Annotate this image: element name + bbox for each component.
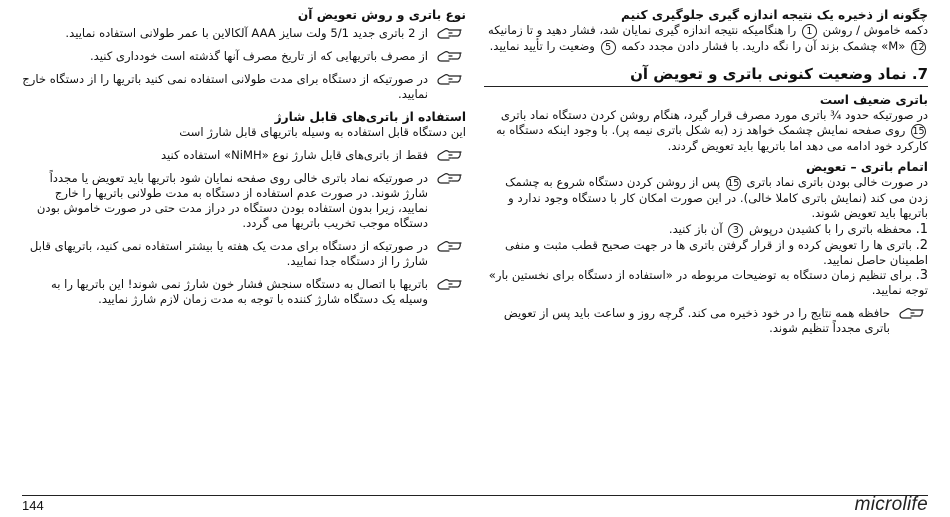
footer-divider [22, 495, 928, 496]
memory-note: حافظه همه نتایج را در خود ذخیره می کند. گرچه روز و ساعت باید پس از تعویض باتری مجدداً تنظیم شوند. [484, 306, 928, 336]
replacement-steps [484, 222, 928, 298]
pointing-hand-icon [436, 170, 462, 186]
save-title: چگونه از ذخیره یک نتیجه اندازه گیری جلوگیری کنیم [621, 8, 928, 22]
rechargeable-intro: این دستگاه قابل استفاده به وسیله باتریهای قابل شارژ است [179, 125, 466, 139]
page-number: 144 [22, 498, 44, 513]
left-column [22, 5, 466, 307]
confirm-circle-number: 5 [601, 40, 616, 55]
pointing-hand-icon [436, 25, 462, 41]
section-title: 7. نماد وضعیت کنونی باتری و تعویض آن [484, 67, 928, 87]
cover-circle-number: 3 [728, 223, 743, 238]
brand-logo: microlife [854, 494, 928, 515]
rechargeable-note: در صورتیکه نماد باتری خالی روی صفحه نمایان شود باتریها باید تعویض یا مجدداً شارژ شوند. در صورت عدم استفاده از دستگاه به مدت طولانی باتریها را خارج نمایید، زیرا بدون استفاده بودن دستگاه در دراز مدت حتی در صورت خاموش بودن دستگاه موجب تخریب باتریها می گردد. [22, 171, 466, 231]
weak-battery-title: باتری ضعیف است [819, 93, 928, 107]
save-text: دکمه خاموش / روشن 1 را هنگامیکه نتیجه اندازه گیری نمایان شد، فشار دهید و تا زمانیکه 12 «M» چشمک بزند آن را نگه دارید. با فشار دادن مجدد دکمه 5 وضعیت را تأیید نمایید. [487, 23, 928, 53]
step-item: 3. برای تنظیم زمان دستگاه به توضیحات مربوطه در «استفاده از دستگاه برای نخستین بار» توجه نمایید. [488, 268, 928, 297]
step-item: 2. باتری ها را تعویض کرده و از قرار گرفتن باتری ها در جهت صحیح قطب مثبت و منفی اطمینان حاصل نمایید. [505, 238, 928, 267]
pointing-hand-icon [436, 147, 462, 163]
empty-battery-text: در صورت خالی بودن باتری نماد باتری 15 پس از روشن کردن دستگاه شروع به چشمک زدن می کند (نمایش باتری کاملا خالی). در این صورت امکان کار با دستگاه وجود ندارد و باتریها باید تعویض شوند. [505, 175, 928, 220]
pointing-hand-icon [898, 305, 924, 321]
weak-battery-text: در صورتیکه حدود ¾ باتری مورد مصرف قرار گیرد، هنگام روشن کردن دستگاه نماد باتری 15 روی صفحه نمایش چشمک خواهد زد (به شکل باتری نیمه پر). با وجود اینکه دستگاه به کارکرد خود ادامه می دهد اما باتریها باید تعویض گردند. [496, 108, 928, 153]
power-circle-number: 1 [802, 24, 817, 39]
type-note: از 2 باتری جدید 5/1 ولت سایز AAA آلکالاین با عمر طولانی استفاده نمایید. [22, 26, 466, 41]
pointing-hand-icon [436, 276, 462, 292]
step-item: 1. محفظه باتری را با کشیدن درپوش 3 آن باز کنید. [668, 222, 928, 237]
battery-circle-number: 15 [912, 126, 925, 137]
rechargeable-title: استفاده از باتری‌های قابل شارژ [274, 110, 466, 124]
type-note: از مصرف باتریهایی که از تاریخ مصرف آنها گذشته است خودداری کنید. [22, 49, 466, 64]
rechargeable-note: باتریها با اتصال به دستگاه سنجش فشار خون شارژ نمی شوند! این باتریها را به وسیله یک دستگاه شارژ کننده با توجه به مدت زمان لازم شارژ نمایید. [22, 277, 466, 307]
pointing-hand-icon [436, 71, 462, 87]
rechargeable-note: در صورتیکه از دستگاه برای مدت یک هفته یا بیشتر استفاده نمی کنید، باتریهای قابل شارژ را از دستگاه جدا نمایید. [22, 239, 466, 269]
battery-type-title: نوع باتری و روش تعویض آن [297, 8, 466, 22]
right-column [484, 5, 928, 336]
pointing-hand-icon [436, 48, 462, 64]
pointing-hand-icon [436, 238, 462, 254]
empty-battery-title: اتمام باتری – تعویض [805, 160, 928, 174]
battery-circle-number: 15 [727, 178, 740, 189]
type-note: در صورتیکه از دستگاه برای مدت طولانی استفاده نمی کنید باتریها را از دستگاه خارج نمایید. [22, 72, 466, 102]
rechargeable-note: فقط از باتری‌های قابل شارژ نوع «NiMH» استفاده کنید [22, 148, 466, 163]
m-circle-number: 12 [912, 42, 925, 53]
